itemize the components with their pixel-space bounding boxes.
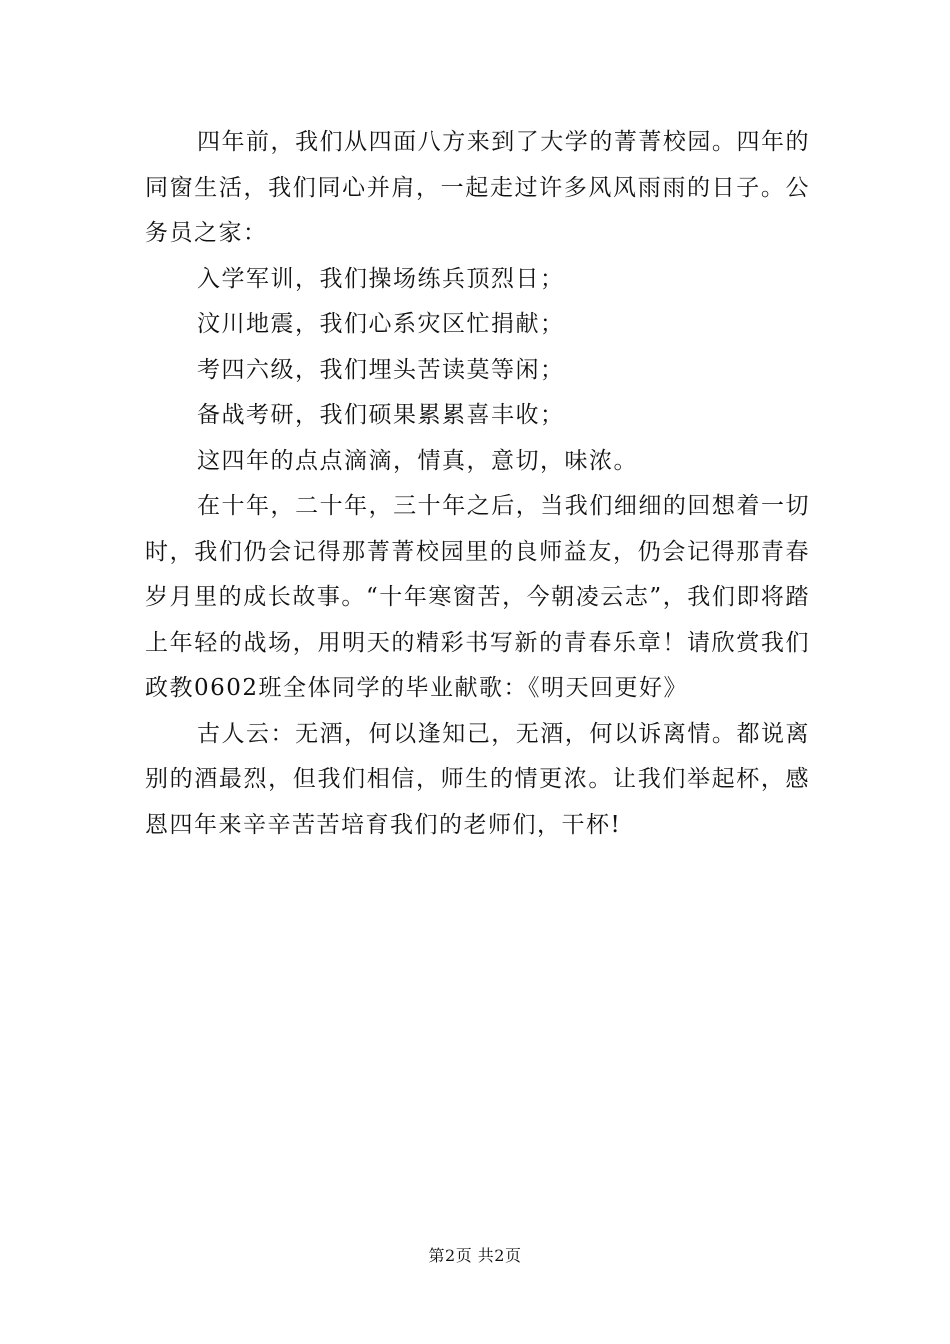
paragraph-future: 在十年，二十年，三十年之后，当我们细细的回想着一切时，我们仍会记得那菁菁校园里的良师益友，仍会记得那青春岁月里的成长故事。“十年寒窗苦，今朝凌云志”，我们即将踏上年轻的战场，用明天的精彩书写新的青春乐章！请欣赏我们政教0602班全体同学的毕业献歌：《明天回更好》: [145, 493, 810, 701]
list-line-cet-exam: 考四六级，我们埋头苦读莫等闲；: [197, 356, 565, 383]
paragraph-toast: 古人云：无酒，何以逢知己，无酒，何以诉离情。都说离别的酒最烈，但我们相信，师生的情更浓。让我们举起杯，感恩四年来辛辛苦苦培育我们的老师们，干杯!: [145, 720, 810, 838]
list-line-earthquake: 汶川地震，我们心系灾区忙捐献；: [197, 311, 565, 337]
list-line-military-training: 入学军训，我们操场练兵顶烈日；: [197, 265, 565, 292]
paragraph-intro: 四年前，我们从四面八方来到了大学的菁菁校园。四年的同窗生活，我们同心并肩，一起走过许多风风雨雨的日子。公务员之家：: [145, 129, 810, 246]
document-body: [145, 120, 810, 848]
list-line-summary: 这四年的点点滴滴，情真，意切，味浓。: [197, 447, 638, 474]
page-number-footer: 第2页 共2页: [428, 1246, 522, 1265]
list-line-graduate-exam: 备战考研，我们硕果累累喜丰收；: [197, 402, 565, 428]
